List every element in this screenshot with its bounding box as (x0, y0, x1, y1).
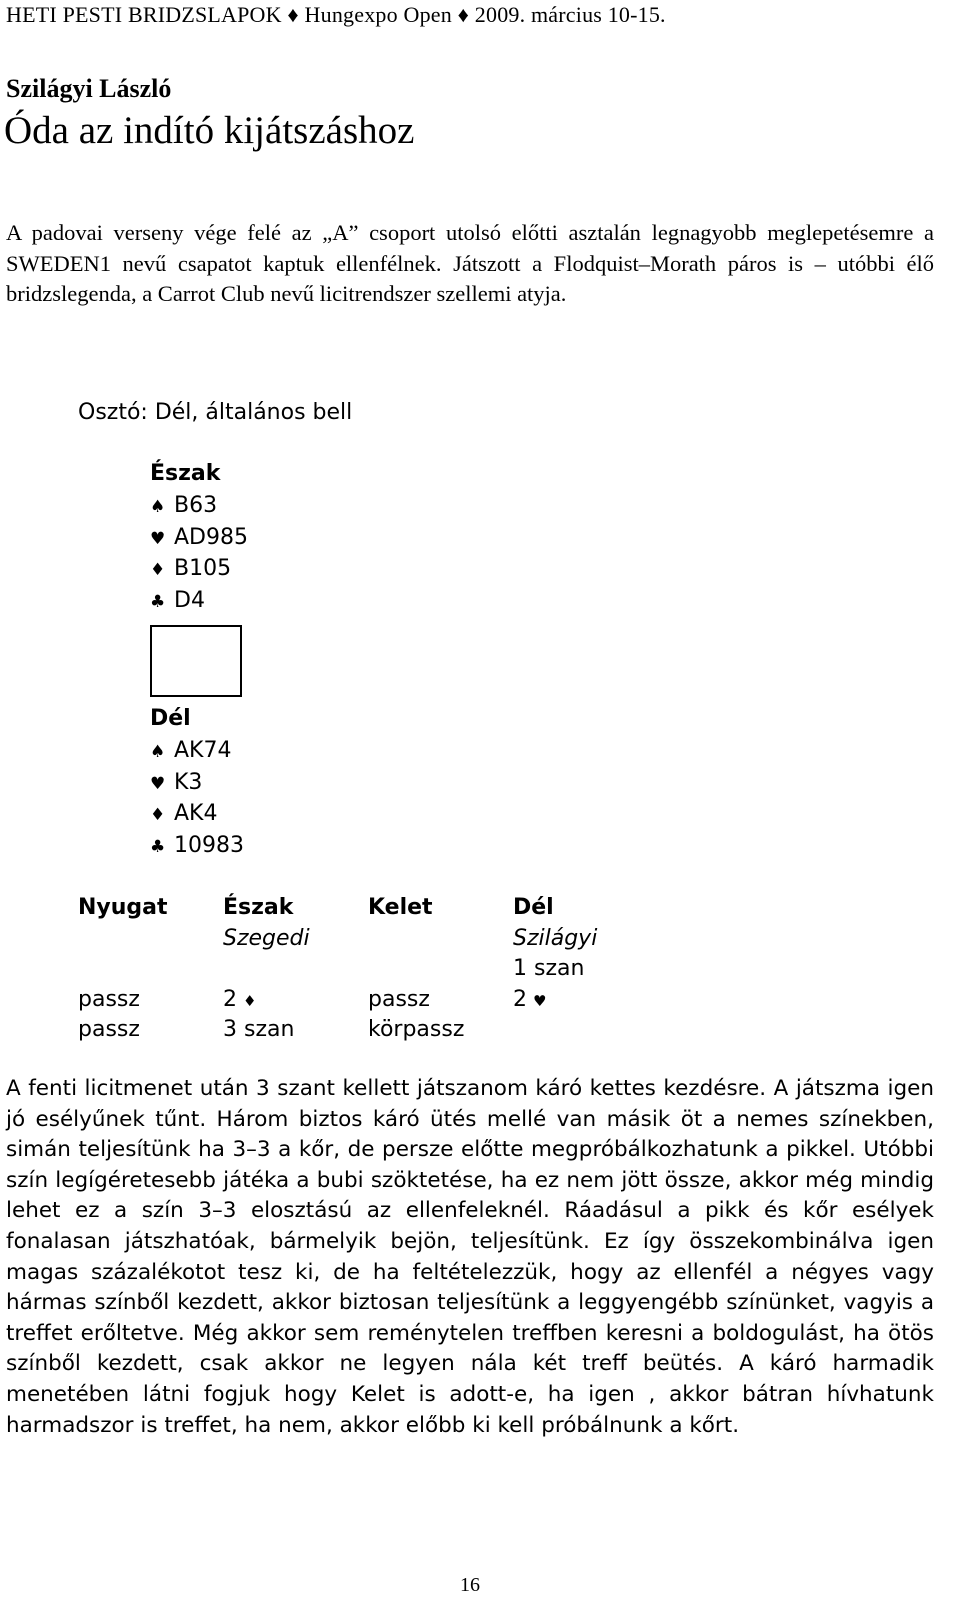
club-icon: ♣ (150, 591, 166, 612)
bidding-round (78, 954, 658, 985)
bidding-header-west: Nyugat (78, 895, 168, 920)
player-east (368, 924, 513, 955)
bid-cell (223, 985, 368, 1016)
article-author: Szilágyi László (6, 74, 172, 103)
diamond-icon: ♦ (150, 560, 166, 580)
north-spades (150, 490, 248, 522)
bidding-header-row (78, 893, 658, 924)
heart-icon: ♥ (150, 528, 166, 549)
player-south: Szilágyi (513, 925, 598, 951)
diamond-icon: ♦ (243, 991, 257, 1010)
running-header: HETI PESTI BRIDZSLAPOK ♦ Hungexpo Open ♦ 2009. március 10-15. (6, 2, 666, 27)
bid-cell (513, 1015, 658, 1046)
south-diamonds (150, 798, 244, 830)
south-hearts (150, 767, 244, 799)
north-clubs (150, 585, 248, 617)
north-spades-cards: B63 (174, 493, 218, 518)
north-hearts-cards: AD985 (174, 524, 248, 550)
bid-cell: passz (78, 986, 140, 1012)
south-hand (150, 703, 244, 861)
page-number: 16 (460, 1574, 480, 1596)
dealer-vulnerability: Osztó: Dél, általános bell (78, 400, 353, 425)
bid-cell (513, 985, 658, 1016)
heart-icon: ♥ (533, 991, 547, 1010)
heart-icon: ♥ (150, 773, 166, 794)
south-clubs (150, 830, 244, 862)
bid-cell (368, 954, 513, 985)
intro-paragraph: A padovai verseny vége felé az „A” csoport utolsó előtti asztalán legnagyobb meglepetésemre a SWEDEN1 nevű csapatot kaptuk ellenfélnek. Játszott a Flodquist–Morath páros is – utóbbi élő bridzslegenda, a Carrot Club nevű licitrendszer szellemi atyja. (6, 220, 934, 306)
article-title: Óda az indító kijátszáshoz (4, 109, 415, 152)
north-clubs-cards: D4 (174, 587, 205, 613)
bid-cell (78, 954, 223, 985)
player-west (78, 924, 223, 955)
south-spades (150, 735, 244, 767)
bidding-header-north: Észak (223, 895, 294, 920)
bidding-header-east: Kelet (368, 895, 433, 920)
bid-level: 2 (513, 986, 527, 1012)
north-diamonds (150, 553, 248, 585)
bidding-header-south: Dél (513, 895, 554, 920)
spade-icon: ♠ (150, 497, 166, 517)
bidding-players-row (78, 924, 658, 955)
south-diamonds-cards: AK4 (174, 801, 218, 826)
south-hearts-cards: K3 (174, 769, 203, 795)
bidding-round (78, 1015, 658, 1046)
bid-level: 2 (223, 986, 237, 1012)
analysis-paragraph: A fenti licitmenet után 3 szant kellett játszanom káró kettes kezdésre. A játszma igen jó esélyűnek tűnt. Három biztos káró ütés mellé van másik öt a nemes színekben, simán teljesítünk ha 3–3 a kőr, de persze előtte megpróbálkozhatunk a pikkel. Utóbbi szín legígéretesebb játéka a bubi szöktetése, ha ez nem jött össze, akkor még mindig lehet ez a szín 3–3 elosztású az ellenfeleknél. Ráadásul a pikk és kőr esélyek fonalasan játszhatóak, bármelyik bejön, teljesítünk. Ez így összekombinálva igen magas százalékotot tesz ki, de ha feltételezzük, hogy az ellenfél a négyes vagy hármas színből kezdett, akkor biztosan teljesítünk a leggyengébb színünket, vagyis a treffet erőltetve. Még akkor sem reménytelen treffben keresni a boldogulást, ha ötös színből kezdett, csak akkor ne legyen nála két treff beütés. A káró harmadik menetében látni fogjuk hogy Kelet is adott-e, ha igen , akkor bátran hívhatunk harmadszor is treffet, ha nem, akkor előbb ki kell próbálnunk a kőrt. (6, 1076, 934, 1438)
bid-cell: passz (78, 1017, 140, 1042)
bid-cell: körpassz (368, 1017, 465, 1042)
bid-cell: passz (368, 986, 430, 1012)
bid-cell (223, 954, 368, 985)
south-clubs-cards: 10983 (174, 832, 244, 858)
spade-icon: ♠ (150, 742, 166, 762)
bidding-round (78, 985, 658, 1016)
north-hand (150, 458, 248, 616)
north-hearts (150, 522, 248, 554)
north-hand-label: Észak (150, 461, 221, 486)
bid-cell: 1 szan (513, 956, 585, 981)
south-spades-cards: AK74 (174, 738, 232, 763)
south-hand-label: Dél (150, 706, 191, 731)
player-north: Szegedi (223, 925, 310, 951)
diamond-icon: ♦ (150, 805, 166, 825)
bid-cell: 3 szan (223, 1017, 295, 1042)
club-icon: ♣ (150, 836, 166, 857)
north-diamonds-cards: B105 (174, 556, 232, 581)
bidding-table (78, 893, 658, 1046)
card-table-diagram (150, 625, 242, 697)
